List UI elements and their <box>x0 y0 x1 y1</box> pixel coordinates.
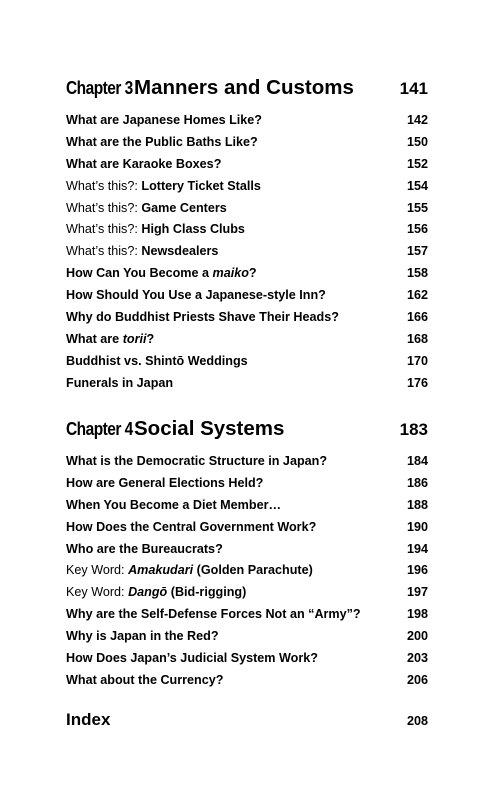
toc-entry-suffix: (Golden Parachute) <box>193 563 313 578</box>
toc-entry[interactable] <box>66 284 428 306</box>
toc-entry-main-text: What are the Public Baths Like? <box>66 134 258 149</box>
toc-entry-title <box>66 179 407 193</box>
toc-entry-title <box>66 476 407 490</box>
toc-entry-main-text: High Class Clubs <box>141 222 245 237</box>
toc-entry-main-text: Game Centers <box>141 200 227 215</box>
chapter-number: Chapter 4 <box>66 419 133 439</box>
index-entry[interactable] <box>66 710 428 736</box>
chapter-heading[interactable] <box>66 417 428 445</box>
toc-entry[interactable] <box>66 494 428 516</box>
toc-entry[interactable] <box>66 603 428 625</box>
toc-entry-italic-text: maiko <box>212 266 249 281</box>
toc-entry-title <box>66 266 407 280</box>
toc-entry-page-number: 206 <box>406 672 428 687</box>
chapter-title: Manners and Customs <box>134 76 354 99</box>
toc-entry-page-number: 162 <box>406 288 428 303</box>
toc-entry[interactable] <box>66 109 428 131</box>
toc-entry-title <box>66 332 407 346</box>
toc-entry-title <box>66 222 407 236</box>
toc-entry-page-number: 196 <box>406 563 428 578</box>
toc-entry-title <box>66 244 407 258</box>
toc-entry-prefix: What’s this?: <box>66 178 142 193</box>
toc-entry-prefix: What’s this?: <box>66 244 142 259</box>
toc-entry-main-text: Why do Buddhist Priests Shave Their Heads? <box>66 309 339 324</box>
toc-entry[interactable] <box>66 516 428 538</box>
toc-entry[interactable] <box>66 306 428 328</box>
index-title: Index <box>66 710 111 729</box>
toc-entry-main-text: Why are the Self-Defense Forces Not an “Army”? <box>66 607 361 622</box>
toc-entry-main-text: How Can You Become a <box>66 266 213 281</box>
toc-entry[interactable] <box>66 581 428 603</box>
toc-entry-main-text: Why is Japan in the Red? <box>66 629 219 644</box>
toc-entry[interactable] <box>66 350 428 372</box>
toc-entry-main-text: Who are the Bureaucrats? <box>66 541 223 556</box>
toc-entry-page-number: 188 <box>406 497 428 512</box>
toc-entry-main-text: Funerals in Japan <box>66 375 174 390</box>
toc-entry-main-text: When You Become a Diet Member… <box>66 497 282 512</box>
toc-entry-prefix: What’s this?: <box>66 200 142 215</box>
toc-entry-italic-text: Dangō <box>128 585 168 600</box>
toc-entry[interactable] <box>66 625 428 647</box>
toc-entry-suffix: (Bid-rigging) <box>167 585 247 600</box>
toc-entry-title <box>66 563 407 577</box>
toc-entry-title <box>66 520 407 534</box>
toc-entry-page-number: 184 <box>406 453 428 468</box>
toc-entry-main-text: What is the Democratic Structure in Japan? <box>66 453 328 468</box>
toc-entry-page-number: 197 <box>406 585 428 600</box>
toc-entry[interactable] <box>66 131 428 153</box>
chapter-entry-list <box>66 109 428 394</box>
toc-entry-main-text: Lottery Ticket Stalls <box>141 178 261 193</box>
toc-entry-title <box>66 585 407 599</box>
toc-entry-page-number: 168 <box>406 331 428 346</box>
toc-entry-page-number: 157 <box>406 244 428 259</box>
toc-entry-main-text: Buddhist vs. Shintō Weddings <box>66 353 248 368</box>
toc-entry-italic-text: Amakudari <box>128 563 194 578</box>
toc-entry-main-text: How Does Japan’s Judicial System Work? <box>66 650 318 665</box>
toc-entry-title <box>66 629 407 643</box>
chapter-page-number: 141 <box>399 79 428 98</box>
toc-entry-title <box>66 651 407 665</box>
toc-entry-title <box>66 201 407 215</box>
toc-entry-page-number: 198 <box>406 607 428 622</box>
index-page-number: 208 <box>406 714 428 728</box>
toc-entry-page-number: 158 <box>406 266 428 281</box>
toc-entry-page-number: 186 <box>406 475 428 490</box>
toc-entry[interactable] <box>66 240 428 262</box>
toc-entry-italic-text: torii <box>122 331 147 346</box>
toc-entry-page-number: 156 <box>406 222 428 237</box>
toc-entry-title <box>66 135 407 149</box>
toc-entry-page-number: 154 <box>406 178 428 193</box>
toc-entry[interactable] <box>66 218 428 240</box>
toc-entry-main-text: What are <box>66 331 123 346</box>
toc-entry-title <box>66 454 407 468</box>
toc-entry-title <box>66 542 407 556</box>
toc-entry-title <box>66 354 407 368</box>
toc-entry-page-number: 152 <box>406 156 428 171</box>
toc-entry[interactable] <box>66 559 428 581</box>
toc-entry[interactable] <box>66 153 428 175</box>
toc-entry-page-number: 170 <box>406 353 428 368</box>
toc-entry-page-number: 190 <box>406 519 428 534</box>
toc-entry-page-number: 194 <box>406 541 428 556</box>
toc-entry-page-number: 200 <box>406 629 428 644</box>
toc-entry-title <box>66 498 407 512</box>
toc-entry-prefix: Key Word: <box>66 585 129 600</box>
toc-entry-prefix: Key Word: <box>66 563 129 578</box>
toc-entry[interactable] <box>66 372 428 394</box>
toc-entry-main-text: Newsdealers <box>141 244 219 259</box>
toc-entry-prefix: What’s this?: <box>66 222 142 237</box>
toc-entry-suffix: ? <box>146 331 155 346</box>
toc-entry[interactable] <box>66 175 428 197</box>
toc-entry-main-text: How Should You Use a Japanese-style Inn? <box>66 288 326 303</box>
toc-entry-title <box>66 288 407 302</box>
toc-entry-page-number: 176 <box>406 375 428 390</box>
toc-entry-title <box>66 673 407 687</box>
toc-entry[interactable] <box>66 538 428 560</box>
toc-entry[interactable] <box>66 262 428 284</box>
toc-entry[interactable] <box>66 472 428 494</box>
toc-entry-suffix: ? <box>248 266 257 281</box>
toc-entry-title <box>66 113 407 127</box>
toc-entry-title <box>66 157 407 171</box>
toc-entry-title <box>66 310 407 324</box>
toc-entry[interactable] <box>66 647 428 669</box>
toc-entry-title <box>66 607 407 621</box>
chapter-number: Chapter 3 <box>66 78 133 98</box>
chapter-title: Social Systems <box>134 417 285 440</box>
toc-entry-page-number: 203 <box>406 650 428 665</box>
toc-entry[interactable] <box>66 328 428 350</box>
toc-entry-page-number: 155 <box>406 200 428 215</box>
chapter-entry-list <box>66 450 428 691</box>
toc-entry-main-text: What about the Currency? <box>66 672 224 687</box>
toc-entry-page-number: 142 <box>406 112 428 127</box>
toc-entry-main-text: How Does the Central Government Work? <box>66 519 317 534</box>
toc-entry-title <box>66 376 407 390</box>
toc-entry[interactable] <box>66 450 428 472</box>
toc-entry-main-text: What are Japanese Homes Like? <box>66 112 262 127</box>
chapter-heading[interactable] <box>66 76 428 104</box>
chapter-page-number: 183 <box>399 420 428 439</box>
toc-entry-page-number: 166 <box>406 309 428 324</box>
toc-entry-main-text: What are Karaoke Boxes? <box>66 156 222 171</box>
toc-entry-main-text: How are General Elections Held? <box>66 475 264 490</box>
toc-entry[interactable] <box>66 197 428 219</box>
toc-entry[interactable] <box>66 669 428 691</box>
toc-entry-page-number: 150 <box>406 134 428 149</box>
